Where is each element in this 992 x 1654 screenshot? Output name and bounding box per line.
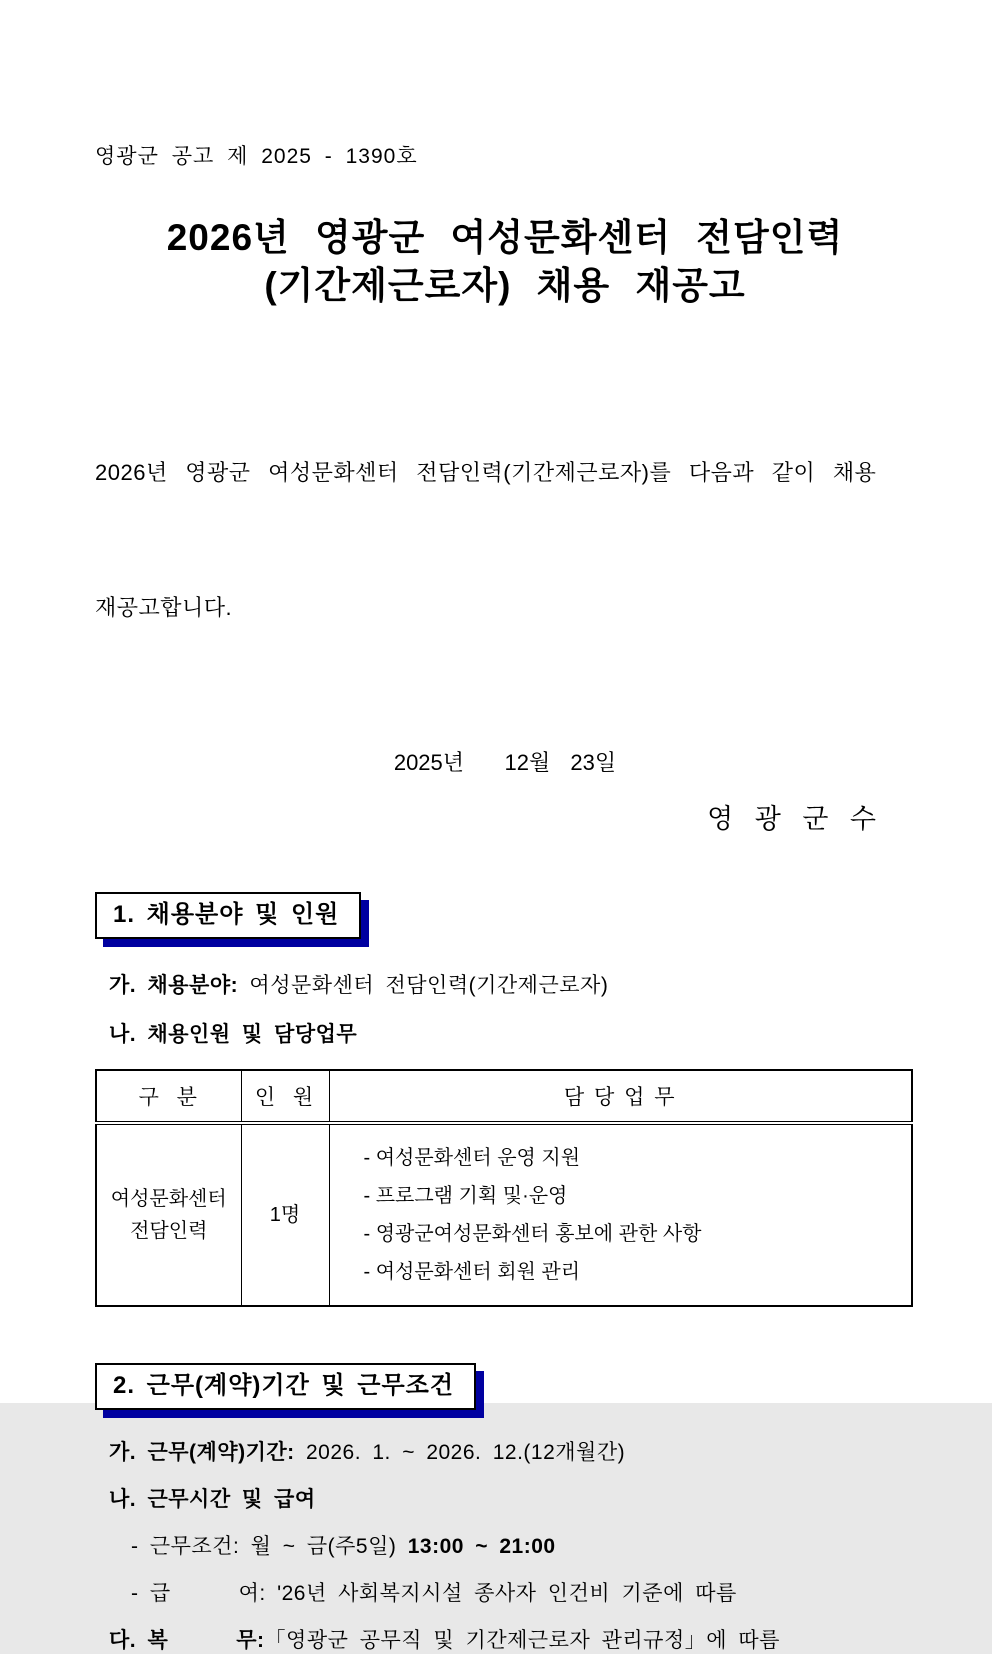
section2-line-contract-period xyxy=(95,1436,915,1466)
table-row xyxy=(96,1123,912,1306)
section1-item-recruit-field-value: 여성문화센터 전담인력(기간제근로자) xyxy=(238,974,609,997)
page-content xyxy=(95,0,915,1654)
table-header-row xyxy=(96,1070,912,1123)
section2-content xyxy=(95,1436,915,1654)
duty-item: - 여성문화센터 운영 지원 xyxy=(363,1147,581,1169)
section2-line-hours-pay: 나. 근무시간 및 급여 xyxy=(109,1488,316,1511)
section2-line-pay: - 급 여: '26년 사회복지시설 종사자 인건비 기준에 따름 xyxy=(131,1582,737,1605)
document-title-line2: (기간제근로자) 채용 재공고 xyxy=(264,265,746,306)
table-header-duties: 담 당 업 무 xyxy=(329,1070,912,1123)
announcement-body xyxy=(95,360,915,720)
table-cell-category-line1: 여성문화센터 xyxy=(110,1188,227,1210)
section1-item-headcount-duties: 나. 채용인원 및 담당업무 xyxy=(109,1023,358,1046)
section2-line-service-rule-value: 「영광군 공무직 및 기간제근로자 관리규정」에 따름 xyxy=(264,1629,780,1652)
document-title-line1: 2026년 영광군 여성문화센터 전담인력 xyxy=(166,217,844,258)
section2-heading-box: 2. 근무(계약)기간 및 근무조건 xyxy=(95,1363,476,1410)
section2-line-work-condition xyxy=(95,1530,915,1560)
section1-item-recruit-field-label: 가. 채용분야: xyxy=(109,974,239,997)
section1-heading-box: 1. 채용분야 및 인원 xyxy=(95,892,361,939)
table-cell-category xyxy=(96,1123,241,1306)
announcement-body-line2: 재공고합니다. xyxy=(95,595,233,620)
signer-title: 영 광 군 수 xyxy=(707,804,883,834)
section2-heading-wrap xyxy=(95,1363,915,1410)
section2-line-contract-period-label: 가. 근무(계약)기간: xyxy=(109,1441,295,1464)
table-cell-category-line2: 전담인력 xyxy=(130,1220,208,1242)
table-header-category: 구 분 xyxy=(96,1070,241,1123)
announcement-date: 2025년 12월 23일 xyxy=(393,750,617,775)
section2-line-contract-period-value: 2026. 1. ~ 2026. 12.(12개월간) xyxy=(294,1441,626,1464)
table-cell-duties xyxy=(329,1123,912,1306)
duty-item: - 프로그램 기획 및·운영 xyxy=(363,1185,568,1207)
table-header-headcount: 인 원 xyxy=(241,1070,329,1123)
section2-line-work-condition-text: - 근무조건: 월 ~ 금(주5일) xyxy=(131,1535,408,1558)
table-cell-headcount: 1명 xyxy=(241,1123,329,1306)
section1-item-recruit-field xyxy=(95,969,915,999)
duty-item: - 영광군여성문화센터 홍보에 관한 사항 xyxy=(363,1223,702,1245)
recruitment-table xyxy=(95,1069,913,1307)
section2-line-work-condition-time: 13:00 ~ 21:00 xyxy=(407,1535,556,1558)
section2-line-service-rule-label: 다. 복 무: xyxy=(109,1629,265,1652)
section1-heading-wrap xyxy=(95,892,915,939)
duty-item: - 여성문화센터 회원 관리 xyxy=(363,1261,581,1283)
section2-line-service-rule xyxy=(95,1624,915,1654)
announcement-body-line1: 2026년 영광군 여성문화센터 전담인력(기간제근로자)를 다음과 같이 채용 xyxy=(95,460,877,485)
document-title xyxy=(95,214,915,310)
notice-number: 영광군 공고 제 2025 - 1390호 xyxy=(95,145,418,168)
